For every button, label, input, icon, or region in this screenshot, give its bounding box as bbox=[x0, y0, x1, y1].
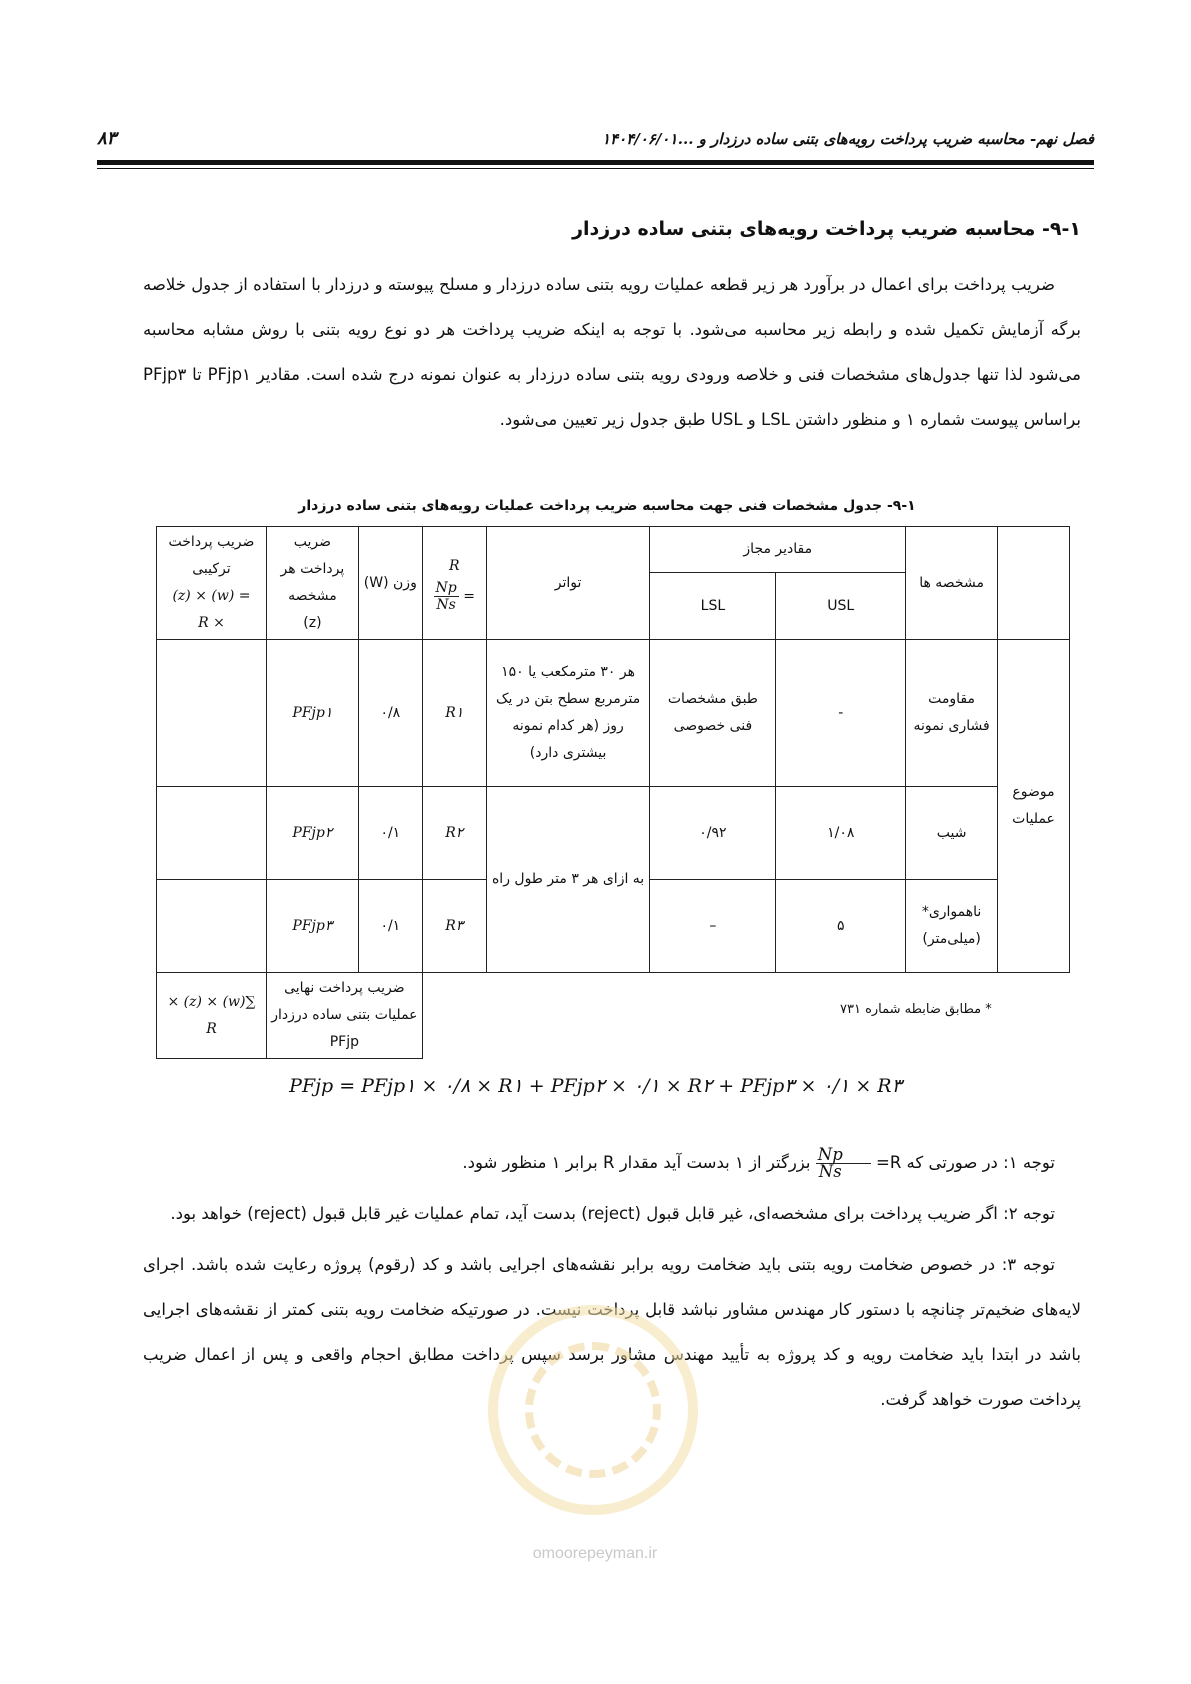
table-caption: ۹-۱- جدول مشخصات فنی جهت محاسبه ضریب پرداخت عملیات رویه‌های بتنی ساده درزدار bbox=[298, 498, 916, 514]
th-ratio-r: R bbox=[448, 558, 460, 574]
cell-composite bbox=[157, 787, 267, 880]
cell-weight: ۰/۱ bbox=[358, 787, 422, 880]
cell-weight: ۰/۸ bbox=[358, 640, 422, 787]
th-factor-label: ضریب پرداخت هر مشخصه bbox=[280, 534, 345, 604]
cell-ratio: R۱ bbox=[422, 640, 486, 787]
th-subject bbox=[998, 527, 1070, 640]
subject-cell: موضوع عملیات bbox=[998, 640, 1070, 973]
th-allowed: مقادیر مجاز bbox=[650, 527, 906, 573]
cell-usl: ۱/۰۸ bbox=[776, 787, 906, 880]
cell-lsl: طبق مشخصات فنی خصوصی bbox=[650, 640, 776, 787]
table-row bbox=[157, 787, 1070, 880]
page-number: ۸۳ bbox=[97, 128, 117, 149]
spec-table bbox=[156, 526, 1070, 1059]
th-composite-label: ضریب پرداخت ترکیبی bbox=[168, 534, 255, 577]
cell-ratio: R۲ bbox=[422, 787, 486, 880]
th-ratio-np: Np bbox=[435, 580, 457, 596]
note-3: توجه ۳: در خصوص ضخامت رویه بتنی باید ضخامت رویه برابر نقشه‌های اجرایی باشد و کد (رقوم) پروژه رعایت شده باشد. اجرای لایه‌های ضخیم‌تر چنانچه با دستور کار مهندس مشاور نباشد قابل پرداخت نیست. در صورتیکه ضخامت رویه بتنی کمتر از نقشه‌های اجرایی باشد در ابتدا باید ضخامت رویه و کد پروژه به تأیید مهندس مشاور برسد سپس پرداخت مطابق احجام واقعی و پس از اعمال ضریب پرداخت صورت خواهد گرفت. bbox=[143, 1255, 1081, 1409]
intro-paragraph bbox=[143, 262, 1081, 442]
chapter-title: فصل نهم- محاسبه ضریب پرداخت رویه‌های بتنی ساده درزدار و ... bbox=[677, 130, 1094, 148]
cell-factor: PFjp۲ bbox=[266, 787, 358, 880]
note-2: توجه ۲: اگر ضریب پرداخت برای مشخصه‌ای، غیر قابل قبول (reject) بدست آید، تمام عملیات غیر قابل قبول (reject) خواهد بود. bbox=[170, 1204, 1055, 1223]
th-ratio-eq: = bbox=[463, 588, 475, 605]
th-factor-z: (z) bbox=[303, 615, 322, 631]
cell-factor: PFjp۱ bbox=[266, 640, 358, 787]
cell-lsl: ۰/۹۲ bbox=[650, 787, 776, 880]
cell-factor: PFjp۳ bbox=[266, 880, 358, 973]
watermark-url: omoorepeyman.ir bbox=[532, 1545, 658, 1562]
note-1-part-b: بزرگتر از ۱ بدست آید مقدار R برابر ۱ منظور شود. bbox=[462, 1153, 811, 1172]
cell-spec: مقاومت فشاری نمونه bbox=[906, 640, 998, 787]
page-header bbox=[97, 128, 1094, 154]
section-title: ۹-۱- محاسبه ضریب پرداخت رویه‌های بتنی ساده درزدار bbox=[572, 218, 1081, 240]
footer-formula: ∑(w) × (z) × R bbox=[157, 973, 267, 1059]
th-usl: USL bbox=[776, 573, 906, 640]
cell-lsl: – bbox=[650, 880, 776, 973]
cell-frequency: به ازای هر ۳ متر طول راه bbox=[486, 787, 650, 973]
cell-spec: ناهمواری* (میلی‌متر) bbox=[906, 880, 998, 973]
th-frequency: تواتر bbox=[486, 527, 650, 640]
header-rule-thin bbox=[97, 168, 1094, 169]
th-lsl: LSL bbox=[650, 573, 776, 640]
table-footnote: * مطابق ضابطه شماره ۷۳۱ bbox=[840, 1002, 992, 1017]
note-1-fraction bbox=[816, 1147, 871, 1180]
cell-usl: - bbox=[776, 640, 906, 787]
cell-ratio: R۳ bbox=[422, 880, 486, 973]
th-spec: مشخصه ها bbox=[906, 527, 998, 640]
cell-spec: شیب bbox=[906, 787, 998, 880]
cell-composite bbox=[157, 640, 267, 787]
cell-frequency: هر ۳۰ مترمکعب یا ۱۵۰ مترمربع سطح بتن در یک روز (هر کدام نمونه بیشتری دارد) bbox=[486, 640, 650, 787]
table-row bbox=[157, 640, 1070, 787]
th-composite bbox=[157, 527, 267, 640]
note-1-part-a: توجه ۱: در صورتی که R= bbox=[876, 1153, 1055, 1172]
th-ratio bbox=[422, 527, 486, 640]
header-rule-thick bbox=[97, 160, 1094, 165]
header-date: ۱۴۰۴/۰۶/۰۱ bbox=[602, 130, 678, 148]
intro-text: ضریب پرداخت برای اعمال در برآورد هر زیر قطعه عملیات رویه بتنی ساده درزدار و مسلح پیوسته و درزدار با استفاده از جدول خلاصه برگه آزمایش تکمیل شده و رابطه زیر محاسبه می‌شود. با توجه به اینکه ضریب پرداخت هر دو نوع رویه بتنی با روش مشابه محاسبه می‌شود لذا تنها جدول‌های مشخصات فنی و خلاصه ورودی رویه بتنی ساده درزدار به عنوان نمونه درج شده است. مقادیر PFjp۱ تا PFjp۳ براساس پیوست شماره ۱ و منظور داشتن LSL و USL طبق جدول زیر تعیین می‌شود. bbox=[143, 275, 1081, 429]
pf-formula: PFjp = PFjp۱ × ۰/۸ × R۱ + PFjp۲ × ۰/۱ × R۲ + PFjp۳ × ۰/۱ × R۳ bbox=[289, 1075, 902, 1097]
cell-weight: ۰/۱ bbox=[358, 880, 422, 973]
th-weight: وزن (W) bbox=[358, 527, 422, 640]
cell-usl: ۵ bbox=[776, 880, 906, 973]
note-1 bbox=[143, 1140, 1081, 1185]
th-factor bbox=[266, 527, 358, 640]
th-ratio-ns: Ns bbox=[436, 597, 456, 613]
th-composite-formula2: × R bbox=[198, 615, 225, 631]
th-composite-formula: = (w) × (z) bbox=[172, 588, 251, 604]
header-row-1 bbox=[157, 527, 1070, 573]
watermark-seal-icon bbox=[488, 1305, 698, 1515]
note-1-np: Np bbox=[816, 1147, 871, 1164]
th-ratio-fraction bbox=[434, 580, 459, 613]
footer-label: ضریب پرداخت نهایی عملیات بتنی ساده درزدار PFjp bbox=[266, 973, 422, 1059]
note-1-ns: Ns bbox=[818, 1162, 842, 1181]
cell-composite bbox=[157, 880, 267, 973]
